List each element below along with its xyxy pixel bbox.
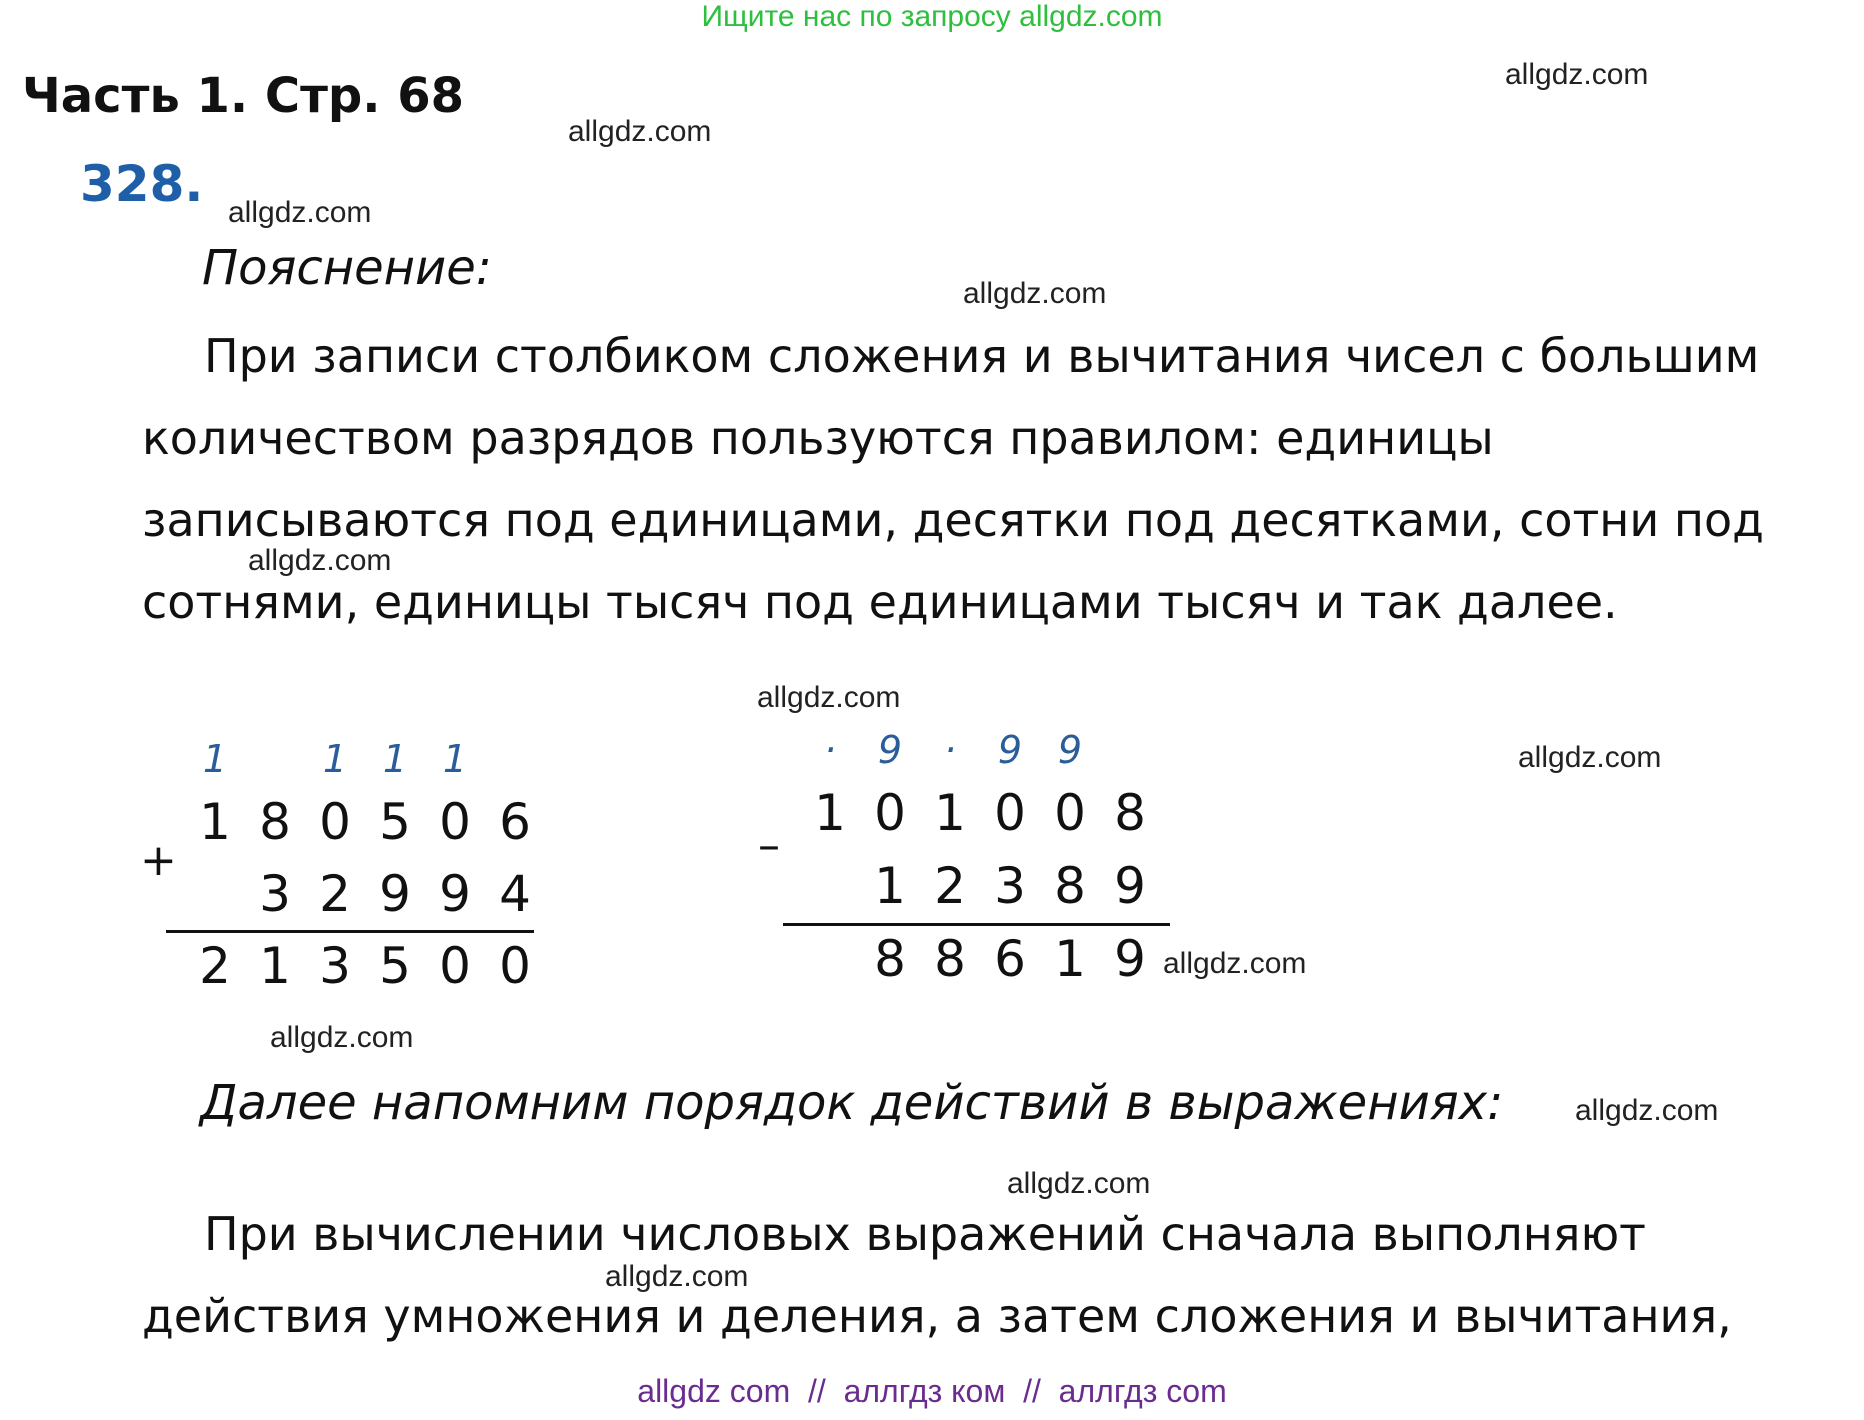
borrow-mark: ·	[943, 728, 957, 772]
plus-sign: +	[140, 835, 177, 886]
watermark-text: allgdz.com	[1007, 1167, 1151, 1200]
minuend-digit: 0	[1054, 784, 1086, 842]
page-title: Часть 1. Стр. 68	[22, 68, 465, 124]
watermark-text: allgdz.com	[757, 681, 901, 714]
explanation-text: При записи столбиком сложения и вычитания чисел с большим количеством разрядов пользуются правилом: единицы записываются под единицами, десятки под десятками, сотни под сотнями, единицы тысяч под единицами тысяч и так далее.	[142, 329, 1764, 629]
sum-digit: 0	[439, 937, 471, 995]
subtrahend-digit: 8	[1054, 857, 1086, 915]
watermark-text: allgdz.com	[568, 115, 712, 148]
addend2-digit: 9	[379, 865, 411, 923]
subtrahend-digit: 9	[1114, 857, 1146, 915]
borrow-mark: 9	[1057, 728, 1083, 772]
addend2-digit: 2	[319, 865, 351, 923]
watermark-text: allgdz.com	[605, 1260, 749, 1293]
addend1-digit: 5	[379, 793, 411, 851]
carry-digit: 1	[202, 737, 228, 781]
difference-digit: 9	[1114, 930, 1146, 988]
watermark-text: allgdz.com	[248, 544, 392, 577]
addend2-digit: 9	[439, 865, 471, 923]
watermark-text: allgdz.com	[270, 1021, 414, 1054]
subtrahend-digit: 3	[994, 857, 1026, 915]
sum-digit: 3	[319, 937, 351, 995]
subtrahend-digit: 2	[934, 857, 966, 915]
borrow-mark: ·	[823, 728, 837, 772]
minuend-digit: 1	[814, 784, 846, 842]
difference-digit: 8	[934, 930, 966, 988]
watermark-text: allgdz.com	[963, 277, 1107, 310]
minuend-digit: 0	[994, 784, 1026, 842]
difference-line	[783, 923, 1170, 926]
carry-digit: 1	[382, 737, 408, 781]
watermark-text: allgdz.com	[1505, 58, 1649, 91]
order-heading: Далее напомним порядок действий в выражениях:	[200, 1075, 1504, 1131]
search-banner: Ищите нас по запросу allgdz.com	[701, 0, 1163, 33]
order-paragraph	[142, 1193, 1842, 1357]
watermark-text: allgdz.com	[1163, 947, 1307, 980]
minuend-digit: 1	[934, 784, 966, 842]
carry-digit: 1	[442, 737, 468, 781]
difference-digit: 1	[1054, 930, 1086, 988]
borrow-mark: 9	[877, 728, 903, 772]
addend1-digit: 1	[199, 793, 231, 851]
sum-digit: 1	[259, 937, 291, 995]
sum-line	[166, 930, 534, 933]
watermark-text: allgdz.com	[228, 196, 372, 229]
addend2-digit: 3	[259, 865, 291, 923]
subtrahend-digit: 1	[874, 857, 906, 915]
minuend-digit: 8	[1114, 784, 1146, 842]
minuend-digit: 0	[874, 784, 906, 842]
addend1-digit: 8	[259, 793, 291, 851]
sum-digit: 0	[499, 937, 531, 995]
watermark-text: allgdz.com	[1575, 1094, 1719, 1127]
carry-digit: 1	[322, 737, 348, 781]
addend1-digit: 0	[319, 793, 351, 851]
addend2-digit: 4	[499, 865, 531, 923]
minus-sign: –	[758, 820, 780, 871]
sum-digit: 5	[379, 937, 411, 995]
explanation-heading: Пояснение:	[202, 240, 492, 296]
addend1-digit: 0	[439, 793, 471, 851]
footer-watermark: allgdz com // аллгдз ком // аллгдз com	[637, 1373, 1227, 1409]
addend1-digit: 6	[499, 793, 531, 851]
sum-digit: 2	[199, 937, 231, 995]
order-text: При вычислении числовых выражений сначала выполняют действия умножения и деления, а затем сложения и вычитания,	[142, 1207, 1732, 1343]
watermark-text: allgdz.com	[1518, 741, 1662, 774]
borrow-mark: 9	[997, 728, 1023, 772]
difference-digit: 8	[874, 930, 906, 988]
task-number: 328.	[80, 155, 204, 213]
difference-digit: 6	[994, 930, 1026, 988]
explanation-paragraph	[142, 315, 1842, 643]
